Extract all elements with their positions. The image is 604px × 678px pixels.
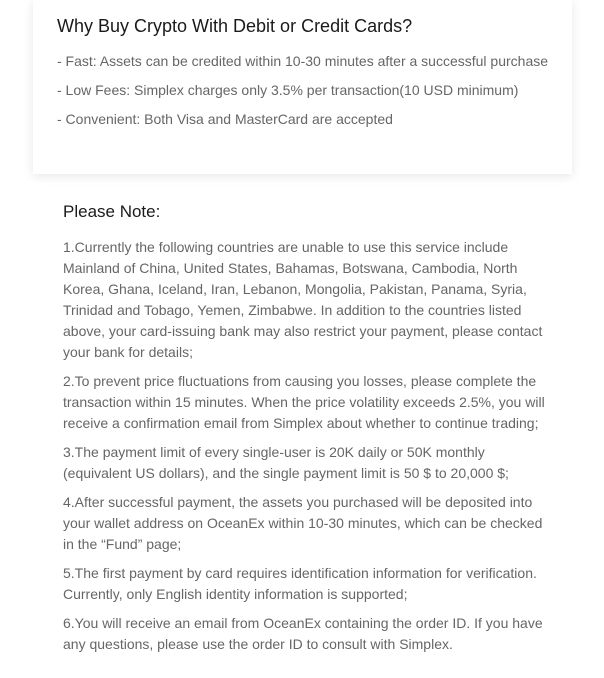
why-buy-item-low-fees: - Low Fees: Simplex charges only 3.5% per transaction(10 USD minimum) xyxy=(57,82,519,98)
why-buy-card xyxy=(33,0,572,174)
please-note-list xyxy=(63,237,553,655)
note-item-restricted-countries: 1.Currently the following countries are unable to use this service include Mainland of China, United States, Bahamas, Botswana, Cambodia, North Korea, Ghana, Iceland, Iran, Lebanon, Mongolia, Pakistan, Panama, Syria, Trinidad and Tobago, Yemen, Zimbabwe. In addition to the countries listed above, your card-issuing bank may also restrict your payment, please contact your bank for details; xyxy=(63,239,543,360)
note-item-deposit-time: 4.After successful payment, the assets you purchased will be deposited into your wallet address on OceanEx within 10-30 minutes, which can be checked in the “Fund” page; xyxy=(63,494,543,552)
note-item-identification: 5.The first payment by card requires identification information for verification. Currently, only English identity information is supported; xyxy=(63,565,537,602)
why-buy-item-convenient: - Convenient: Both Visa and MasterCard are accepted xyxy=(57,111,393,127)
why-buy-title: Why Buy Crypto With Debit or Credit Cards? xyxy=(57,16,413,36)
please-note-section xyxy=(63,202,553,663)
note-item-order-id: 6.You will receive an email from OceanEx containing the order ID. If you have any questions, please use the order ID to consult with Simplex. xyxy=(63,615,543,652)
why-buy-list xyxy=(57,52,548,139)
please-note-title: Please Note: xyxy=(63,202,161,221)
note-item-payment-limit: 3.The payment limit of every single-user is 20K daily or 50K monthly (equivalent US dollars), and the single payment limit is 50 $ to 20,000 $; xyxy=(63,444,509,481)
why-buy-item-fast: - Fast: Assets can be credited within 10-30 minutes after a successful purchase xyxy=(57,53,549,69)
note-item-price-fluctuation: 2.To prevent price fluctuations from causing you losses, please complete the transaction within 15 minutes. When the price volatility exceeds 2.5%, you will receive a confirmation email from Simplex about whether to continue trading; xyxy=(63,373,545,431)
